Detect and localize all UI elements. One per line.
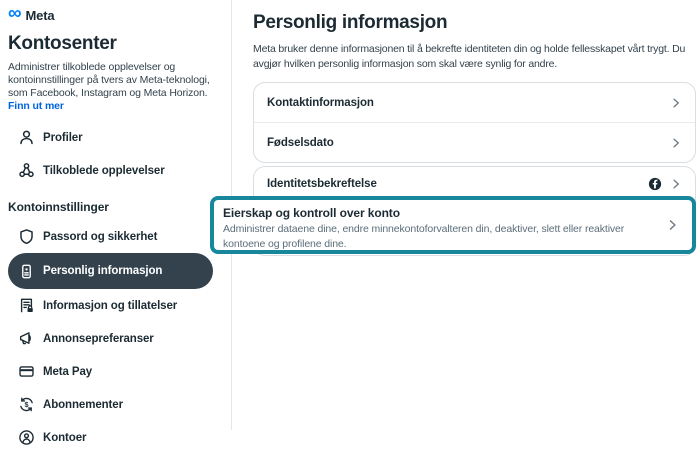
subscriptions-icon xyxy=(18,396,35,413)
id-card-icon xyxy=(18,263,35,280)
page-title: Kontosenter xyxy=(8,33,117,54)
row-label: Kontaktinformasjon xyxy=(267,96,374,109)
sidebar-item-passord-og-sikkerhet[interactable] xyxy=(8,220,223,253)
shield-icon xyxy=(18,228,35,245)
facebook-icon xyxy=(648,177,662,191)
sidebar-item-label: Passord og sikkerhet xyxy=(43,230,158,243)
contact-card xyxy=(253,82,696,163)
learn-more-link[interactable]: Finn ut mer xyxy=(8,100,64,112)
chevron-right-icon xyxy=(670,97,682,109)
megaphone-icon xyxy=(18,330,35,347)
meta-logo-text: Meta xyxy=(25,7,55,23)
chevron-right-icon xyxy=(666,219,679,232)
sidebar-item-label: Meta Pay xyxy=(43,365,93,378)
meta-logo xyxy=(8,2,223,24)
sidebar-item-label: Informasjon og tillatelser xyxy=(43,299,178,312)
sidebar-item-label: Tilkoblede opplevelser xyxy=(43,164,165,177)
sidebar-description xyxy=(8,61,223,113)
sidebar-section-header: Kontoinnstillinger xyxy=(8,200,109,214)
sidebar-item-label: Annonsepreferanser xyxy=(43,332,154,345)
main-title: Personlig informasjon xyxy=(253,12,448,33)
connected-experiences-icon xyxy=(18,162,35,179)
account-circle-icon xyxy=(18,429,35,446)
sidebar-item-label: Abonnementer xyxy=(43,398,123,411)
sidebar-nav xyxy=(8,121,223,454)
sidebar-item-profiler[interactable] xyxy=(8,121,223,154)
sidebar-item-personlig-informasjon[interactable] xyxy=(8,253,213,289)
chevron-right-icon xyxy=(670,137,682,149)
credit-card-icon xyxy=(18,363,35,380)
row-eierskap-og-kontroll-highlighted[interactable] xyxy=(210,196,696,254)
document-lock-icon xyxy=(18,297,35,314)
main-content xyxy=(223,0,700,430)
sidebar-item-label: Personlig informasjon xyxy=(43,265,163,277)
row-label: Identitetsbekreftelse xyxy=(267,178,377,190)
sidebar-description-text: Administrer tilkoblede opplevelser og kontoinnstillinger på tvers av Meta-teknologi, som Facebook, Instagram og Meta Horizon. xyxy=(8,61,210,99)
row-kontaktinformasjon[interactable] xyxy=(254,83,695,122)
sidebar-item-meta-pay[interactable] xyxy=(8,355,223,388)
sidebar-item-abonnementer[interactable] xyxy=(8,388,223,421)
chevron-right-icon xyxy=(670,178,682,190)
main-description: Meta bruker denne informasjonen til å bekrefte identiteten din og holde fellesskapet vårt trygt. Du avgjør hvilken personlig informasjon som skal være synlig for andre. xyxy=(253,43,686,70)
sidebar-item-tilkoblede-opplevelser[interactable] xyxy=(8,154,223,187)
svg-text:$: $ xyxy=(24,400,29,410)
sidebar-item-label: Profiler xyxy=(43,131,83,144)
sidebar-item-informasjon-og-tillatelser[interactable] xyxy=(8,289,223,322)
ownership-description: Administrer dataene dine, endre minnekontoforvalteren din, deaktiver, slett eller reaktiver kontoene og profilene dine. xyxy=(223,223,625,250)
sidebar-item-kontoer[interactable] xyxy=(8,421,223,454)
row-label: Fødselsdato xyxy=(267,136,334,149)
sidebar xyxy=(0,0,232,444)
sidebar-item-label: Kontoer xyxy=(43,431,87,444)
profile-icon xyxy=(18,129,35,146)
row-fodselsdato[interactable] xyxy=(254,122,695,162)
ownership-title: Eierskap og kontroll over konto xyxy=(223,206,400,220)
sidebar-item-annonsepreferanser[interactable] xyxy=(8,322,223,355)
meta-infinity-icon: ∞ xyxy=(8,2,22,24)
